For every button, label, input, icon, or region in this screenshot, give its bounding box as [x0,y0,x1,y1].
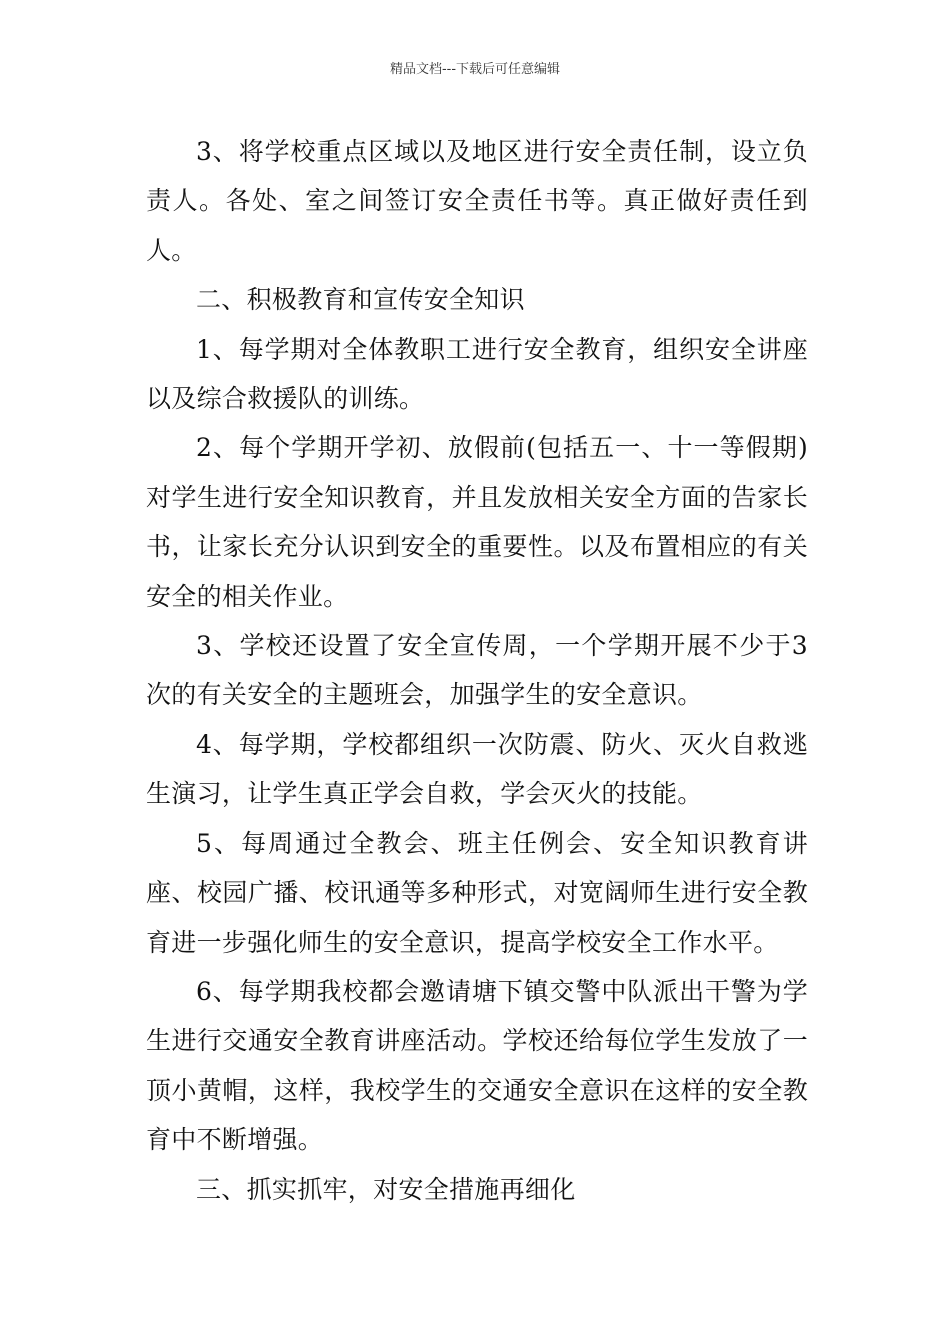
section-heading-measures: 三、抓实抓牢，对安全措施再细化 [196,1174,576,1204]
paragraph-weekly-education: 5、每周通过全教会、班主任例会、安全知识教育讲座、校园广播、校讯通等多种形式，对宽阔师生进行安全教育进一步强化师生的安全意识，提高学校安全工作水平。 [146,828,808,957]
section-heading-education: 二、积极教育和宣传安全知识 [196,285,525,315]
page-header: 精品文档---下载后可任意编辑 [389,62,561,77]
paragraph-student-education: 2、每个学期开学初、放假前(包括五一、十一等假期)对学生进行安全知识教育，并且发放相关安全方面的告家长书，让家长充分认识到安全的重要性。以及布置相应的有关安全的相关作业。 [146,433,808,611]
paragraph-responsibility: 3、将学校重点区域以及地区进行安全责任制，设立负责人。各处、室之间签订安全责任书等。真正做好责任到人。 [146,137,808,265]
paragraph-traffic-safety: 6、每学期我校都会邀请塘下镇交警中队派出干警为学生进行交通安全教育讲座活动。学校还给每位学生发放了一顶小黄帽，这样，我校学生的交通安全意识在这样的安全教育中不断增强。 [146,976,808,1155]
paragraph-drills: 4、每学期，学校都组织一次防震、防火、灭火自救逃生演习，让学生真正学会自救，学会灭火的技能。 [146,729,808,809]
paragraph-safety-week: 3、学校还设置了安全宣传周，一个学期开展不少于3次的有关安全的主题班会，加强学生的安全意识。 [146,631,808,710]
paragraph-staff-training: 1、每学期对全体教职工进行安全教育，组织安全讲座以及综合救援队的训练。 [146,334,808,414]
document-body [146,127,808,1214]
